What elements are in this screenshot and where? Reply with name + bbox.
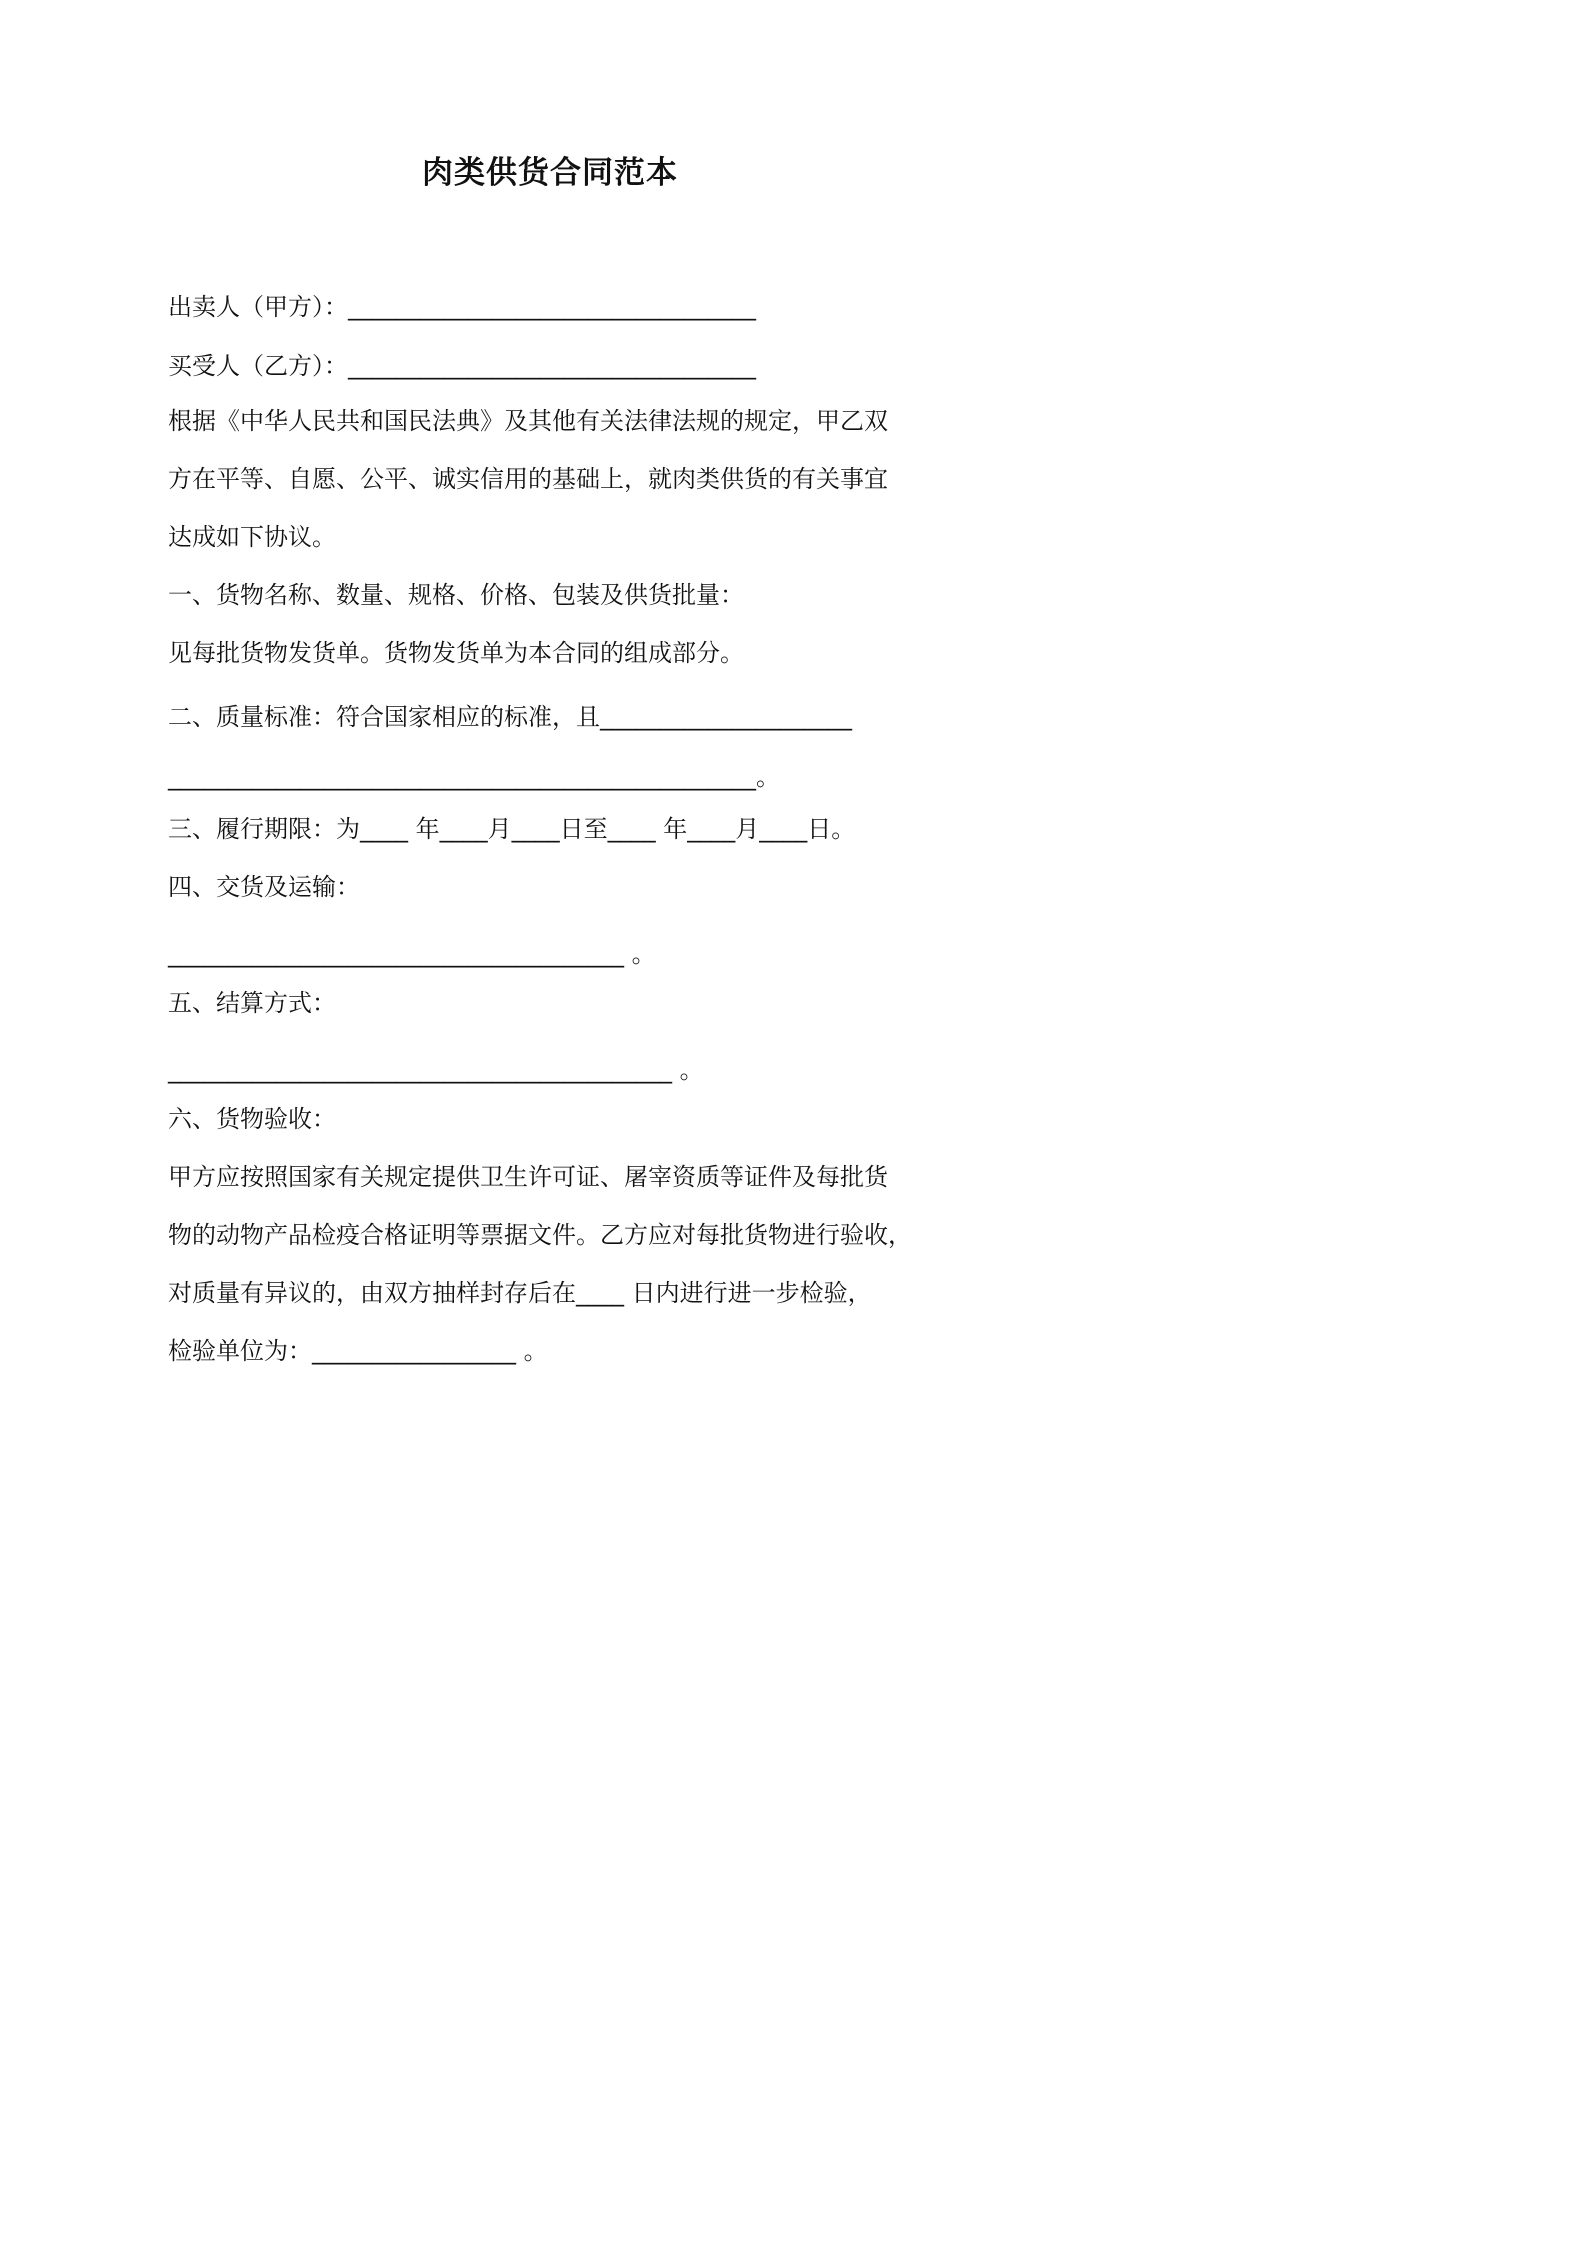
clause-6-heading: 六、货物验收：	[168, 1105, 336, 1133]
preamble-line-2: 方在平等、自愿、公平、诚实信用的基础上，就肉类供货的有关事宜	[168, 465, 888, 493]
clause-6-body-2: 物的动物产品检疫合格证明等票据文件。乙方应对每批货物进行验收，	[168, 1221, 912, 1249]
clause-4-heading: 四、交货及运输：	[168, 873, 360, 901]
clause-2-line-2: _________________________________________________。	[168, 763, 780, 791]
document-page	[0, 0, 1100, 1556]
clause-3-line: 三、履行期限：为____ 年____月____日至____ 年____月____日。	[168, 815, 856, 843]
clause-2-line-1: 二、质量标准：符合国家相应的标准，且_____________________	[168, 703, 852, 731]
buyer-line: 买受人（乙方）：__________________________________	[168, 352, 756, 380]
document-title: 肉类供货合同范本	[422, 155, 678, 191]
clause-5-heading: 五、结算方式：	[168, 989, 336, 1017]
clause-5-blank: __________________________________________ 。	[168, 1056, 704, 1084]
preamble-line-3: 达成如下协议。	[168, 523, 336, 551]
seller-line: 出卖人（甲方）：__________________________________	[168, 293, 756, 321]
clause-4-blank: ______________________________________ 。	[168, 940, 656, 968]
clause-6-body-3: 对质量有异议的，由双方抽样封存后在____ 日内进行进一步检验，	[168, 1279, 872, 1307]
clause-1-body: 见每批货物发货单。货物发货单为本合同的组成部分。	[168, 639, 744, 667]
clause-6-body-1: 甲方应按照国家有关规定提供卫生许可证、屠宰资质等证件及每批货	[168, 1163, 888, 1191]
clause-1-heading: 一、货物名称、数量、规格、价格、包装及供货批量：	[168, 581, 744, 609]
preamble-line-1: 根据《中华人民共和国民法典》及其他有关法律法规的规定，甲乙双	[168, 407, 888, 435]
clause-6-body-4: 检验单位为：_________________ 。	[168, 1337, 548, 1365]
